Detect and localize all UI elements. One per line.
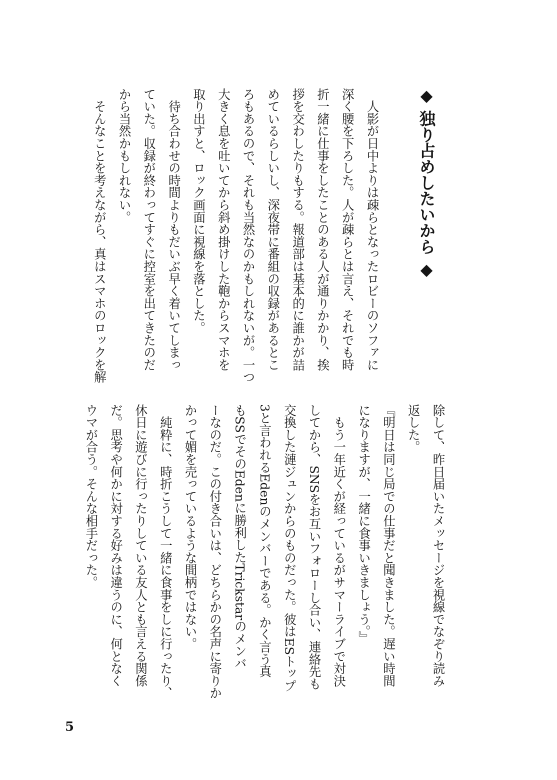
text-line: だ。思考や何かに対する好みは違うのに、何となく <box>108 404 123 687</box>
section-title: ◆ 独り占めしたいから ◆ <box>417 86 436 280</box>
text-line: もSSでそのEdenに勝利したTrickstarのメンバ <box>232 404 247 670</box>
text-line: になりますが、一緒に食事いきましょう。』 <box>356 404 371 644</box>
text-line: かって媚を売っているような間柄ではない。 <box>183 404 198 650</box>
text-line: 大きく息を吐いてから斜め掛けした鞄からスマホを <box>216 88 231 371</box>
text-line: ろもあるので、それも当然なのかもしれないが。一つ <box>241 88 256 384</box>
lower-text-block <box>78 404 450 704</box>
text-line: 折一緒に仕事をしたことのある人が通りかかり、挨 <box>315 88 330 371</box>
text-line: ウマが合う。そんな相手だった。 <box>83 404 98 589</box>
text-line: してから、SNSをお互いフォローし合い、連絡先も <box>307 404 322 690</box>
text-line: 交換した漣ジュンからのものだった。彼はESトップ <box>282 404 297 693</box>
text-line: 除して、昨日届いたメッセージを視線でなぞり読み <box>431 404 445 687</box>
text-line: もう一年近くが経っているがサマーライブで対決 <box>331 404 346 687</box>
text-line: 人影が日中よりは疎らとなったロビーのソファに <box>365 88 379 371</box>
text-line: 休日に遊びに行ったりしている友人とも言える関係 <box>133 404 148 687</box>
text-line: そんなことを考えながら、真はスマホのロックを解 <box>92 88 107 384</box>
text-line: ーなのだ。この付き合いは、どちらかの名声に寄りか <box>207 404 222 700</box>
upper-text-block <box>86 88 384 388</box>
text-line: 深く腰を下ろした。人が疎らとは言え、それでも時 <box>340 88 355 371</box>
text-line: から当然かもしれない。 <box>117 88 132 224</box>
text-line: 取り出すと、ロック画面に視線を落とした。 <box>191 88 206 334</box>
text-line: 3と言われるEdenのメンバーである。かく言う真 <box>257 404 272 678</box>
text-line: ていた。収録が終わってすぐに控室を出てきたのだ <box>141 88 156 371</box>
text-line: 『明日は同じ局での仕事だと聞きました。遅い時間 <box>381 404 396 687</box>
text-line: めているらしいし、深夜帯に番組の収録があるとこ <box>265 88 280 371</box>
text-line: 待ち合わせの時間よりもだいぶ早く着いてしまっ <box>166 88 181 371</box>
text-line: 純粋に、時折こうして一緒に食事をしに行ったり、 <box>158 404 173 700</box>
text-line: 返した。 <box>406 404 421 454</box>
page-number: 5 <box>65 720 75 735</box>
text-line: 拶を交わしたりもする。報道部は基本的に誰かが詰 <box>290 88 305 371</box>
